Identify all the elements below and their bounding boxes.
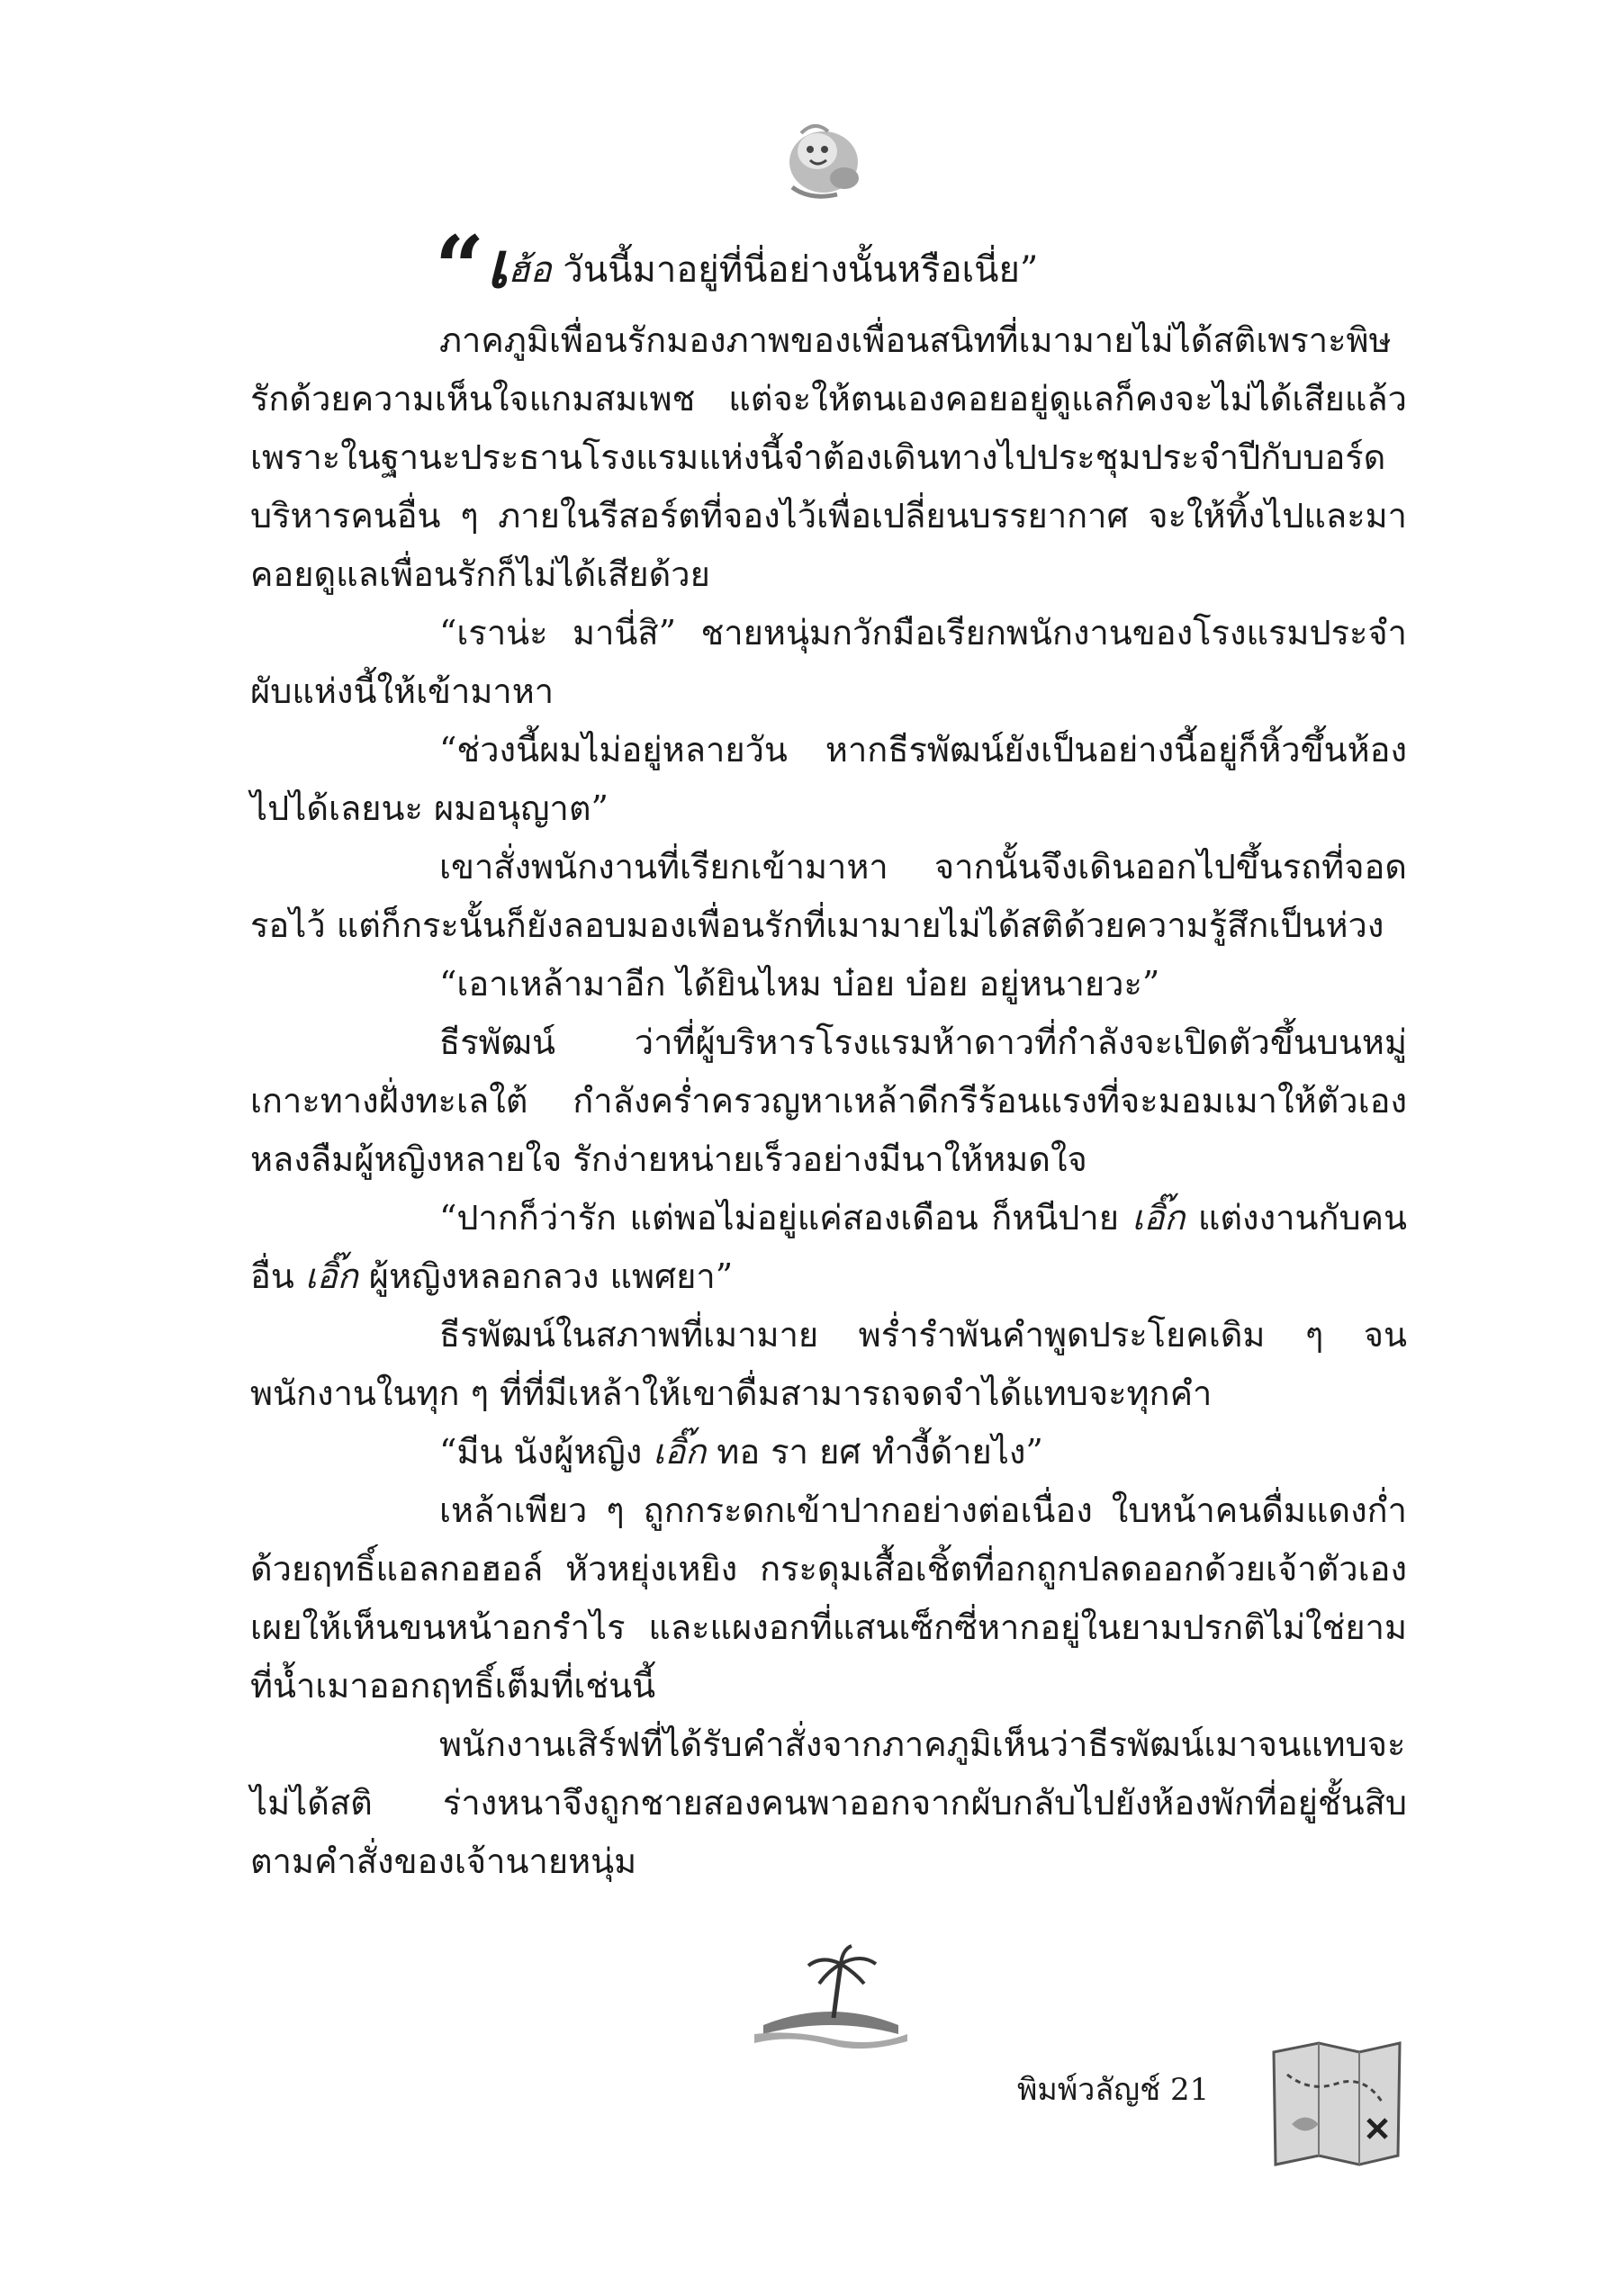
paragraph (250, 1189, 1407, 1306)
text-run: “ปากก็ว่ารัก แต่พอไม่อยู่แค่สองเดือน ก็หนีปาย (439, 1198, 1132, 1238)
dropcap: เ (486, 228, 509, 302)
paragraph: เหล้าเพียว ๆ ถูกกระดกเข้าปากอย่างต่อเนื่อง ใบหน้าคนดื่มแดงก่ำด้วยฤทธิ์แอลกอฮอล์ หัวหยุ่งเหยิง กระดุมเสื้อเชิ้ตที่อกถูกปลดออกด้วยเจ้าตัวเอง เผยให้เห็นขนหน้าอกรำไร และแผงอกที่แสนเซ็กซี่หากอยู่ในยามปรกติไม่ใช่ยามที่น้ำเมาออกฤทธิ์เต็มที่เช่นนี้ (250, 1490, 1407, 1706)
paragraph: ธีรพัฒน์ในสภาพที่เมามาย พร่ำรำพันคำพูดประโยคเดิม ๆ จนพนักงานในทุก ๆ ที่ที่มีเหล้าให้เขาดื่มสามารถจดจำได้แทบจะทุกคำ (250, 1315, 1407, 1413)
text-run: แต่งงานกับคนอื่น (250, 1198, 1407, 1296)
text-run: ทอ รา ยศ ทำงี้ด้ายไง” (706, 1432, 1043, 1472)
opening-quote-mark: “ (435, 217, 485, 319)
story-text (250, 217, 1407, 1891)
paragraph: พนักงานเสิร์ฟที่ได้รับคำสั่งจากภาคภูมิเห็นว่าธีรพัฒน์เมาจนแทบจะไม่ได้สติ ร่างหนาจึงถูกชายสองคนพาออกจากผับกลับไปยังห้องพักที่อยู่ชั้นสิบ ตามคำสั่งของเจ้านายหนุ่ม (250, 1724, 1407, 1881)
text-run: ผู้หญิงหลอกลวง แพศยา” (357, 1256, 734, 1296)
cartoon-character-icon (774, 115, 873, 205)
paragraph: ภาคภูมิเพื่อนรักมองภาพของเพื่อนสนิทที่เมามายไม่ได้สติเพราะพิษรักด้วยความเห็นใจแกมสมเพช แต่จะให้ตนเองคอยอยู่ดูแลก็คงจะไม่ได้เสียแล้ว เพราะในฐานะประธานโรงแรมแห่งนี้จำต้องเดินทางไปประชุมประจำปีกับบอร์ดบริหารคนอื่น ๆ ภายในรีสอร์ตที่จองไว้เพื่อเปลี่ยนบรรยากาศ จะให้ทิ้งไปและมาคอยดูแลเพื่อนรักก็ไม่ได้เสียด้วย (250, 320, 1407, 594)
author-name: พิมพ์วลัญช์ (1017, 2072, 1161, 2108)
hiccup-italic: เอิ๊ก (653, 1432, 707, 1472)
hiccup-italic: เอิ๊ก (1132, 1198, 1186, 1238)
paragraph: “เราน่ะ มานี่สิ” ชายหนุ่มกวักมือเรียกพนักงานของโรงแรมประจำผับแห่งนี้ให้เข้ามาหา (250, 613, 1407, 711)
paragraph: เขาสั่งพนักงานที่เรียกเข้ามาหา จากนั้นจึงเดินออกไปขึ้นรถที่จอดรอไว้ แต่ก็กระนั้นก็ยังลอบมองเพื่อนรักที่เมามายไม่ได้สติด้วยความรู้สึกเป็นห่วง (250, 847, 1407, 945)
treasure-map-icon (1265, 2039, 1409, 2169)
paragraph: “เอาเหล้ามาอีก ได้ยินไหม บ๋อย บ๋อย อยู่หนายวะ” (439, 964, 1160, 1004)
opening-rest: วันนี้มาอยู่ที่นี่อย่างนั้นหรือเนี่ย” (551, 249, 1039, 291)
text-run: “มีน นังผู้หญิง (439, 1432, 654, 1472)
opening-italic: ฮ้อ (508, 249, 552, 291)
opening-line (250, 217, 1407, 319)
palm-island-icon (754, 1944, 907, 2052)
paragraph (250, 1423, 1407, 1481)
hiccup-italic: เอิ๊ก (304, 1256, 358, 1296)
page-number: 21 (1170, 2072, 1210, 2108)
paragraph: ธีรพัฒน์ ว่าที่ผู้บริหารโรงแรมห้าดาวที่กำลังจะเปิดตัวขึ้นบนหมู่เกาะทางฝั่งทะเลใต้ กำลังคร่ำครวญหาเหล้าดีกรีร้อนแรงที่จะมอมเมาให้ตัวเองหลงลืมผู้หญิงหลายใจ รักง่ายหน่ายเร็วอย่างมีนาให้หมดใจ (250, 1022, 1407, 1179)
paragraph: “ช่วงนี้ผมไม่อยู่หลายวัน หากธีรพัฒน์ยังเป็นอย่างนี้อยู่ก็หิ้วขึ้นห้องไปได้เลยนะ ผมอนุญาต” (250, 730, 1407, 828)
